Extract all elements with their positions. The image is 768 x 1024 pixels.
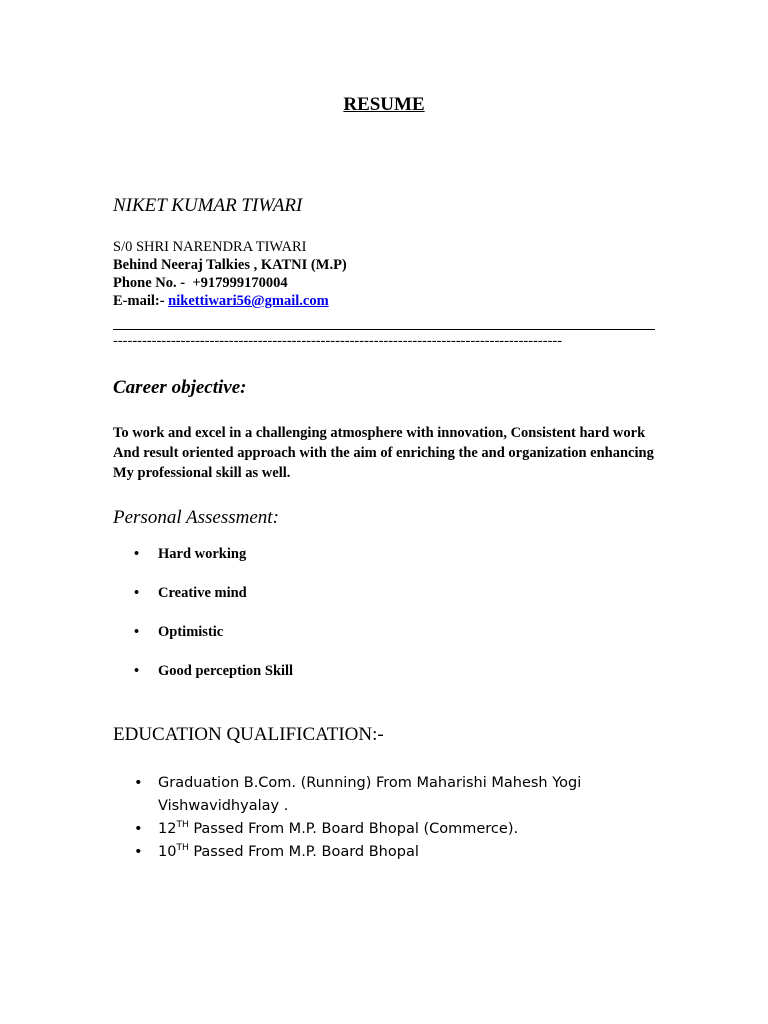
phone-line (113, 274, 347, 292)
education-text: Graduation B.Com. (Running) From Maharishi Mahesh Yogi Vishwavidhyalay . (158, 775, 582, 814)
personal-assessment-heading (113, 506, 279, 530)
list-item-text: Creative mind (158, 585, 247, 601)
career-objective-text: To work and excel in a challenging atmosphere with innovation, Consistent hard work And result oriented approach with the aim of enriching the and organization enhancing My professional skill as well. (113, 425, 654, 481)
list-item (113, 583, 293, 622)
phone-label: Phone No. - (113, 275, 186, 291)
career-objective-heading: Career objective: (113, 377, 247, 398)
education-text: Passed From M.P. Board Bhopal (Commerce). (188, 821, 519, 837)
list-item (113, 544, 293, 583)
email-link[interactable]: nikettiwari56@gmail.com (168, 293, 329, 309)
education-grade: 10 (158, 844, 177, 860)
list-item (113, 818, 628, 841)
education-grade: 12 (158, 821, 177, 837)
education-heading: EDUCATION QUALIFICATION:- (113, 724, 384, 745)
phone-number: +917999170004 (192, 275, 288, 291)
dashed-separator: --------------------------------------------------------------------------------------------- (113, 333, 563, 349)
contact-block (113, 238, 347, 310)
personal-assessment-list (113, 544, 293, 700)
bullet-icon: • (134, 546, 140, 562)
document-title: RESUME (343, 94, 425, 115)
personal-assessment-colon: : (272, 507, 279, 528)
list-item-text: Good perception Skill (158, 663, 294, 679)
bullet-icon: • (134, 821, 143, 837)
list-item (113, 622, 293, 661)
bullet-icon: • (134, 844, 143, 860)
father-name: S/0 SHRI NARENDRA TIWARI (113, 239, 307, 255)
list-item (113, 772, 628, 818)
ordinal-suffix: TH (176, 843, 189, 854)
ordinal-suffix: TH (176, 820, 189, 831)
list-item (113, 841, 628, 864)
bullet-icon: • (134, 585, 140, 601)
list-item (113, 661, 293, 700)
bullet-icon: • (134, 663, 140, 679)
horizontal-rule (113, 329, 655, 330)
email-label: E-mail:- (113, 293, 165, 309)
education-list (113, 772, 628, 864)
list-item-text: Hard working (158, 546, 247, 562)
email-line (113, 292, 347, 310)
bullet-icon: • (134, 624, 140, 640)
list-item-text: Optimistic (158, 624, 224, 640)
personal-assessment-label: Personal Assessment (113, 507, 273, 528)
address: Behind Neeraj Talkies , KATNI (M.P) (113, 257, 347, 273)
education-text: Passed From M.P. Board Bhopal (188, 844, 419, 860)
candidate-name: NIKET KUMAR TIWARI (113, 195, 303, 216)
bullet-icon: • (134, 775, 143, 791)
